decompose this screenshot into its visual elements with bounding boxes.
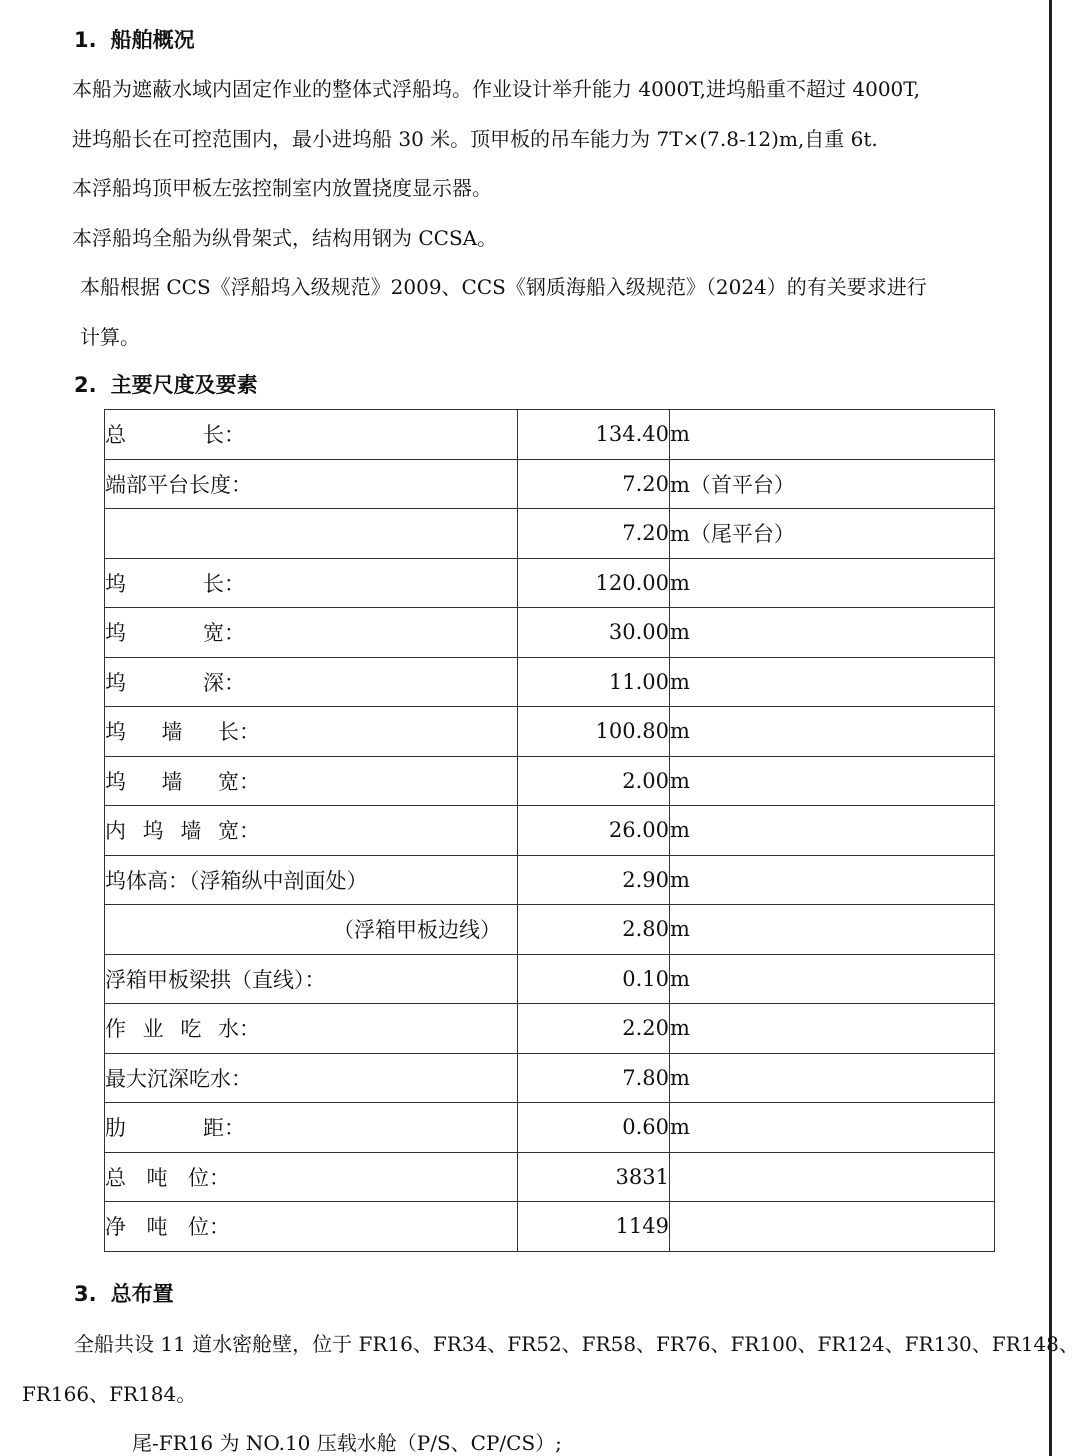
s1-paragraph-6: 计算。 <box>80 325 140 349</box>
label-char: 坞 <box>142 819 164 844</box>
label-char: 净 <box>105 1215 126 1240</box>
page-right-border <box>1049 0 1052 1456</box>
dimension-label-cell <box>105 806 518 856</box>
dimension-label-cell <box>105 1053 518 1103</box>
dimension-unit: m <box>670 905 995 955</box>
label-char: 水： <box>217 1017 260 1042</box>
dimension-unit: m <box>670 806 995 856</box>
dimension-value: 100.80 <box>518 707 670 757</box>
dimension-value: 0.60 <box>518 1103 670 1153</box>
dimension-unit: m <box>670 410 995 460</box>
label-char: 深： <box>203 670 245 695</box>
label-char: 坞 <box>105 571 126 596</box>
dimension-unit: m <box>670 1103 995 1153</box>
dimension-value: 120.00 <box>518 558 670 608</box>
label-char: 距： <box>203 1116 245 1141</box>
label-char: 坞 <box>105 670 126 695</box>
table-row <box>105 459 995 509</box>
s3-paragraph-1: 全船共设 11 道水密舱壁，位于 FR16、FR34、FR52、FR58、FR76、FR100、FR124、FR130、FR148、 <box>74 1332 1079 1356</box>
dimension-unit: m <box>670 707 995 757</box>
section-2-heading <box>74 372 258 398</box>
dimension-label-cell <box>105 1004 518 1054</box>
dimension-label-cell <box>105 410 518 460</box>
label-char: 长： <box>218 720 260 745</box>
dimension-label <box>105 1112 245 1142</box>
dimension-unit: m <box>670 1053 995 1103</box>
table-row <box>105 806 995 856</box>
label-char: 宽： <box>218 769 260 794</box>
section-3-heading <box>74 1281 174 1307</box>
table-row <box>105 1152 995 1202</box>
dimension-label-cell <box>105 905 518 955</box>
label-char: 墙 <box>161 720 183 745</box>
label-char: 总 <box>105 1165 126 1190</box>
s3-paragraph-3: 尾-FR16 为 NO.10 压载水舱（P/S、CP/CS）; <box>132 1431 562 1455</box>
dimension-value: 3831 <box>518 1152 670 1202</box>
dimension-label-cell <box>105 509 518 559</box>
dimension-value: 7.20 <box>518 459 670 509</box>
dimension-unit: m <box>670 756 995 806</box>
dimension-label <box>105 716 260 746</box>
table-row <box>105 657 995 707</box>
s1-paragraph-3: 本浮船坞顶甲板左弦控制室内放置挠度显示器。 <box>72 176 492 200</box>
dimension-value: 11.00 <box>518 657 670 707</box>
dimension-label <box>105 815 260 845</box>
dimension-label-cell <box>105 855 518 905</box>
dimension-label <box>105 1013 260 1043</box>
dimension-unit: m（尾平台） <box>670 509 995 559</box>
dimension-unit: m <box>670 608 995 658</box>
dimension-label <box>105 568 245 598</box>
section-1-heading <box>74 27 195 53</box>
section-2-title: 主要尺度及要素 <box>110 373 258 397</box>
table-row <box>105 1004 995 1054</box>
label-char: 坞 <box>105 769 126 794</box>
section-2-number: 2. <box>74 373 97 397</box>
dimension-unit: m <box>670 1004 995 1054</box>
table-row <box>105 608 995 658</box>
s1-paragraph-2: 进坞船长在可控范围内，最小进坞船 30 米。顶甲板的吊车能力为 7T×(7.8-12)m,自重 6t. <box>72 127 878 151</box>
section-1-title: 船舶概况 <box>110 28 195 52</box>
label-char: 业 <box>142 1017 164 1042</box>
dimension-unit: m <box>670 954 995 1004</box>
dimensions-table <box>104 409 995 1252</box>
label-char: 长： <box>203 423 245 448</box>
dimension-value: 7.80 <box>518 1053 670 1103</box>
table-row <box>105 855 995 905</box>
dimension-label-cell <box>105 756 518 806</box>
dimension-value: 30.00 <box>518 608 670 658</box>
dimension-label <box>105 419 245 449</box>
dimension-label: 端部平台长度： <box>105 472 252 497</box>
table-row <box>105 954 995 1004</box>
dimension-unit <box>670 1152 995 1202</box>
dimension-label <box>105 1162 230 1192</box>
table-row <box>105 756 995 806</box>
label-char: 吃 <box>180 1017 202 1042</box>
dimension-label: 坞体高：（浮箱纵中剖面处） <box>105 868 368 893</box>
label-char: 作 <box>105 1017 126 1042</box>
dimension-label-cell <box>105 1103 518 1153</box>
table-row <box>105 509 995 559</box>
table-row <box>105 410 995 460</box>
dimension-value: 2.20 <box>518 1004 670 1054</box>
dimension-label-cell <box>105 459 518 509</box>
label-char: 墙 <box>161 769 183 794</box>
label-char: 坞 <box>105 621 126 646</box>
dimension-value: 26.00 <box>518 806 670 856</box>
dimension-label <box>105 617 245 647</box>
label-char: 位： <box>188 1165 230 1190</box>
dimension-label: 浮箱甲板梁拱（直线）： <box>105 967 326 992</box>
label-char: 宽： <box>203 621 245 646</box>
dimension-label-cell <box>105 1152 518 1202</box>
label-char: 坞 <box>105 720 126 745</box>
dimension-value: 2.00 <box>518 756 670 806</box>
label-char: 肋 <box>105 1116 126 1141</box>
table-row <box>105 1202 995 1252</box>
section-3-number: 3. <box>74 1282 97 1306</box>
section-1-number: 1. <box>74 28 97 52</box>
label-char: 总 <box>105 423 126 448</box>
dimension-value: 7.20 <box>518 509 670 559</box>
dimension-label-cell <box>105 707 518 757</box>
section-3-title: 总布置 <box>110 1282 174 1306</box>
s1-paragraph-5: 本船根据 CCS《浮船坞入级规范》2009、CCS《钢质海船入级规范》（2024）的有关要求进行 <box>80 275 927 299</box>
s3-paragraph-2: FR166、FR184。 <box>22 1382 197 1406</box>
dimension-value: 0.10 <box>518 954 670 1004</box>
dimension-label <box>105 667 245 697</box>
dimension-label: （浮箱甲板边线） <box>333 918 501 943</box>
dimension-unit: m（首平台） <box>670 459 995 509</box>
dimension-unit: m <box>670 657 995 707</box>
dimension-label-cell <box>105 608 518 658</box>
s1-paragraph-1: 本船为遮蔽水域内固定作业的整体式浮船坞。作业设计举升能力 4000T,进坞船重不超过 4000T, <box>72 77 921 101</box>
dimension-value: 134.40 <box>518 410 670 460</box>
dimension-label-cell <box>105 1202 518 1252</box>
table-row <box>105 558 995 608</box>
dimension-value: 1149 <box>518 1202 670 1252</box>
label-char: 吨 <box>146 1165 168 1190</box>
label-char: 宽： <box>217 819 260 844</box>
label-char: 吨 <box>146 1215 168 1240</box>
dimension-value: 2.80 <box>518 905 670 955</box>
label-char: 长： <box>203 571 245 596</box>
dimension-unit <box>670 1202 995 1252</box>
table-row <box>105 1103 995 1153</box>
dimension-label: 最大沉深吃水： <box>105 1066 252 1091</box>
table-row <box>105 1053 995 1103</box>
dimension-label-cell <box>105 954 518 1004</box>
dimension-label-cell <box>105 657 518 707</box>
s1-paragraph-4: 本浮船坞全船为纵骨架式，结构用钢为 CCSA。 <box>72 226 498 250</box>
dimension-label-cell <box>105 558 518 608</box>
table-row <box>105 905 995 955</box>
dimension-unit: m <box>670 558 995 608</box>
dimension-value: 2.90 <box>518 855 670 905</box>
label-char: 内 <box>105 819 126 844</box>
label-char: 位： <box>188 1215 230 1240</box>
label-char: 墙 <box>180 819 202 844</box>
dimension-label <box>105 766 260 796</box>
dimension-unit: m <box>670 855 995 905</box>
table-row <box>105 707 995 757</box>
dimension-label <box>105 1211 230 1241</box>
